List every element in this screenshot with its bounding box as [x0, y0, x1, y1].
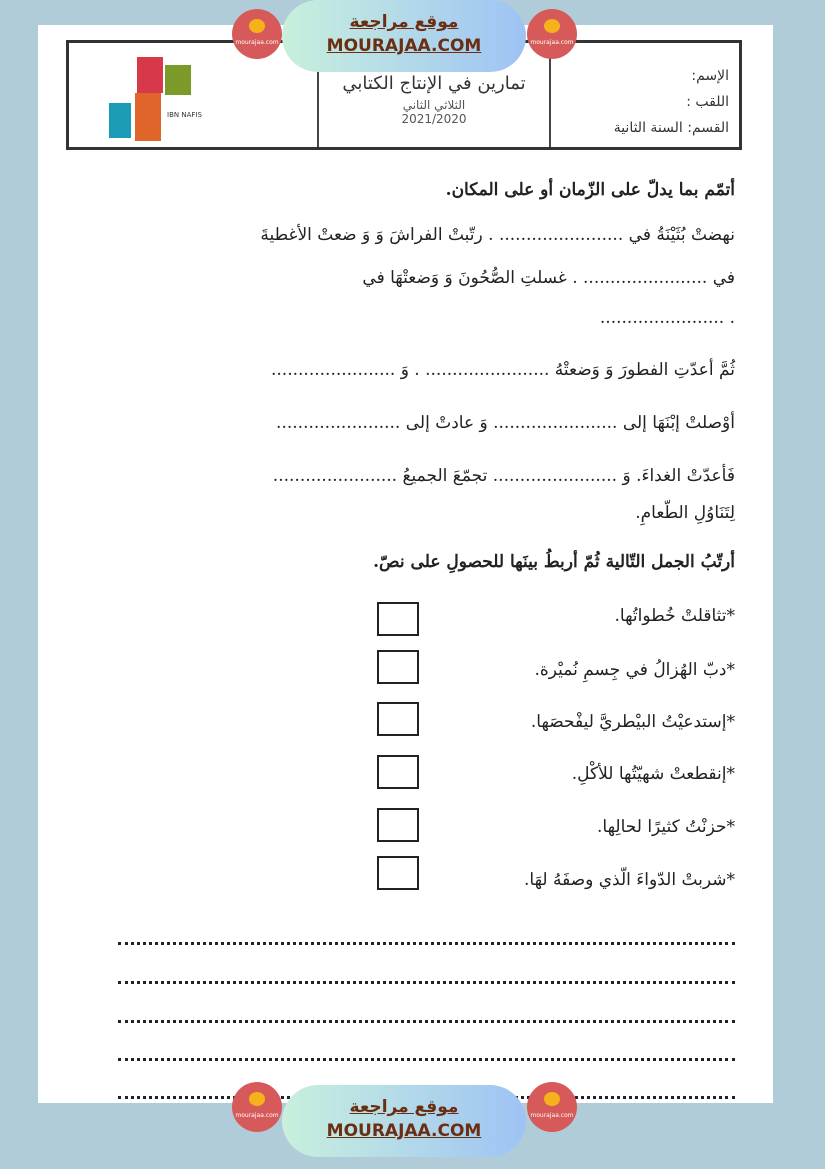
site-badge-icon: mourajaa.com [527, 9, 577, 59]
sentence: *دبّ الهُزالُ في جِسمِ نُميْرة. [534, 660, 735, 680]
exercise2-instruction: أرتّبُ الجمل التّالية ثُمّ أربطُ بينَها للحصولِ على نصّ. [373, 552, 735, 572]
site-banner-top[interactable] [282, 0, 526, 72]
name-label: الإسم: [691, 68, 729, 84]
answer-line [118, 942, 735, 945]
surname-label: اللقب : [686, 94, 729, 110]
site-badge-icon: mourajaa.com [232, 9, 282, 59]
exercise1-line: نهضتْ بُثَيْنَةُ في ....................... . رتّبتْ الفراشَ وَ وَ ضعتْ الأغطيةَ [260, 225, 735, 245]
site-badge-icon: mourajaa.com [527, 1082, 577, 1132]
banner-arabic: موقع مراجعة [349, 12, 459, 32]
exercise1-line: أوْصلتْ إبْنَهَا إلى ....................... وَ عادتْ إلى ....................... [276, 413, 735, 433]
exercise1-line: في ....................... . غسلتِ الصُّحُونَ وَ وَضعتْهَا في [362, 268, 735, 288]
exercise1-line: ثُمَّ أعدّتِ الفطورَ وَ وَضعتْهُ ....................... . وَ ....................... [271, 360, 735, 380]
class-label: القسم: السنة الثانية [613, 120, 729, 136]
banner-arabic: موقع مراجعة [349, 1097, 459, 1117]
order-box[interactable] [377, 808, 419, 842]
sentence: *إنقطعتْ شهيّتُها للأكْلِ. [571, 764, 735, 784]
order-box[interactable] [377, 650, 419, 684]
order-box[interactable] [377, 702, 419, 736]
sentence: *تثاقلتْ خُطواتُها. [614, 606, 735, 626]
term: الثلاثي الثاني [402, 98, 466, 112]
exercise1-line: فَأعدّتْ الغداءَ. وَ ....................... تجمّعَ الجميعُ ....................... [272, 466, 735, 486]
site-banner-bottom[interactable] [282, 1085, 526, 1157]
order-box[interactable] [377, 856, 419, 890]
exercise1-line: . ....................... [599, 308, 735, 328]
answer-line [118, 1020, 735, 1023]
sentence: *شربتْ الدّواءَ الّذي وصفَهُ لهَا. [523, 870, 735, 890]
exercise1-instruction: أتمّم بما يدلّ على الزّمان أو على المكان. [445, 180, 735, 200]
answer-line [118, 981, 735, 984]
order-box[interactable] [377, 755, 419, 789]
worksheet-title: تمارين في الإنتاج الكتابي [342, 73, 526, 94]
sentence: *إستدعيْتُ البيْطريَّ ليفْحصَها. [530, 712, 735, 732]
order-box[interactable] [377, 602, 419, 636]
site-badge-icon: mourajaa.com [232, 1082, 282, 1132]
student-info [549, 43, 739, 147]
sentence: *حزنْتُ كثيرًا لحالِها. [596, 817, 735, 837]
school-year: 2021/2020 [401, 112, 467, 126]
school-logo [69, 43, 317, 147]
logo-text: IBN NAFIS [167, 111, 202, 119]
exercise1-line: لِتَنَاوُلِ الطّعامِ. [635, 503, 735, 523]
banner-latin: MOURAJAA.COM [326, 36, 482, 56]
answer-line [118, 1058, 735, 1061]
banner-latin: MOURAJAA.COM [326, 1121, 482, 1141]
